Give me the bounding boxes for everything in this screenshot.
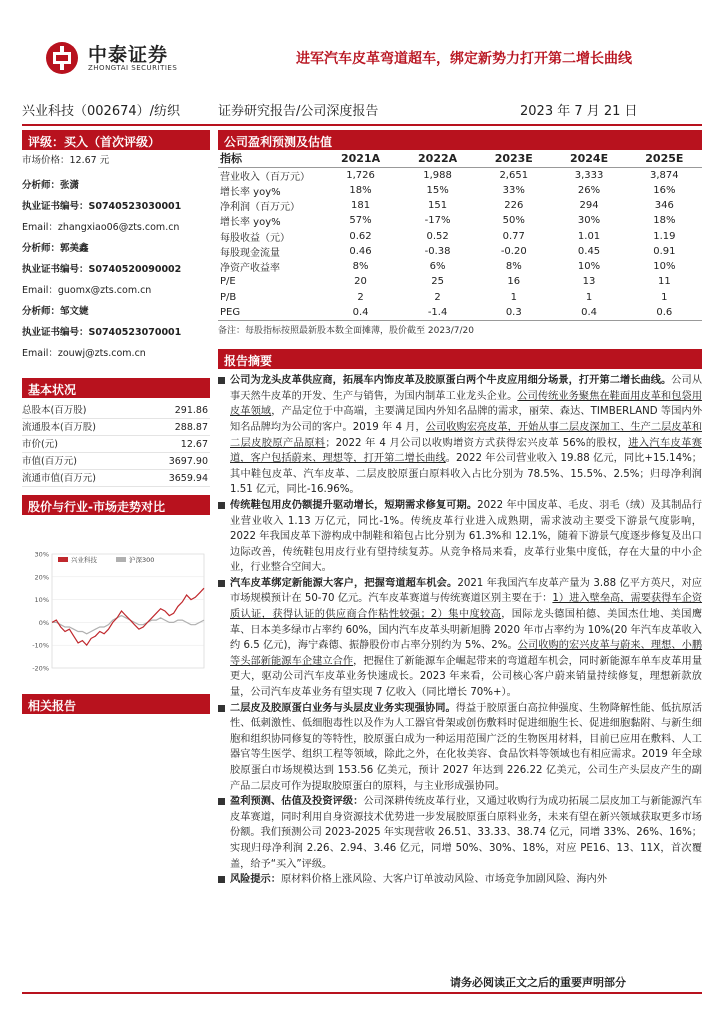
analyst-cert: 执业证书编号：S0740523030001 [22, 201, 182, 212]
y-tick-label: 20% [34, 573, 49, 582]
table-cell: 1 [661, 291, 668, 303]
table-header-row [218, 150, 702, 167]
table-cell: 151 [428, 199, 448, 211]
analyst-cert: 执业证书编号：S0740523070001 [22, 327, 182, 338]
footer-disclaimer: 请务必阅读正文之后的重要声明部分 [450, 976, 626, 989]
report-title: 进军汽车皮革弯道超车，绑定新势力打开第二增长曲线 [296, 51, 632, 67]
company-code: 兴业科技（002674）/纺织 [22, 104, 181, 119]
table-cell: 226 [504, 199, 524, 211]
table-cell: 2 [357, 291, 364, 303]
table-cell: 25 [431, 276, 444, 288]
analyst-cert: 执业证书编号：S0740520090002 [22, 264, 182, 275]
basic-row: 市值(百万元) 3697.90 [22, 453, 210, 470]
table-cell: 0.46 [349, 245, 372, 257]
header-divider [22, 124, 702, 126]
column-header: 2021A [322, 150, 399, 167]
table-cell: 1.19 [653, 230, 676, 242]
row-label: 每股现金流量 [220, 247, 280, 259]
table-cell: -1.4 [427, 307, 448, 319]
column-header: 2024E [551, 150, 626, 167]
table-row [218, 305, 702, 320]
table-cell: 1,988 [423, 169, 452, 181]
table-cell: 8% [352, 261, 369, 273]
analyst-name: 分析师：邹文婕 [22, 306, 89, 317]
forecast-header: 公司盈利预测及估值 [218, 130, 702, 150]
basic-row: 市价(元) 12.67 [22, 436, 210, 453]
table-cell: 57% [349, 215, 372, 227]
table-cell: 16 [507, 276, 521, 288]
table-cell: 20 [354, 276, 367, 288]
row-label: 每股收益（元） [220, 232, 290, 244]
summary-paragraph: 风险提示：原材料价格上涨风险、大客户订单波动风险、市场竞争加剧风险、海内外 [218, 872, 702, 888]
table-cell: 0.4 [352, 307, 369, 319]
table-row [218, 198, 702, 213]
row-label: 营业收入（百万元） [220, 171, 310, 183]
summary-header: 报告摘要 [218, 349, 702, 369]
legend-swatch [116, 557, 126, 562]
bullet-icon [218, 705, 225, 712]
table-note: 备注：每股指标按照最新股本数全面摊薄，股价截至 2023/7/20 [218, 320, 702, 335]
stock-trend-svg [22, 546, 210, 676]
table-cell: 0.52 [426, 230, 449, 242]
row-label: 净资产收益率 [220, 263, 280, 275]
y-tick-label: -10% [32, 641, 49, 650]
table-cell: -0.38 [424, 245, 451, 257]
table-cell: 1 [510, 291, 517, 303]
column-header: 2025E [627, 150, 702, 167]
basic-info-table [22, 402, 210, 487]
analyst-email[interactable]: Email：zhangxiao06@zts.com.cn [22, 222, 180, 233]
table-cell: 0.77 [502, 230, 525, 242]
table-row [218, 183, 702, 198]
analyst-name: 分析师：张潇 [22, 180, 80, 191]
chart-header: 股价与行业-市场走势对比 [22, 495, 210, 515]
bullet-icon [218, 876, 225, 883]
table-cell: 10% [577, 261, 601, 273]
summary-paragraph: 盈利预测、估值及投资评级：公司深耕传统皮革行业，又通过收购行为成功拓展二层皮加工与新能源汽车皮革赛道，同时利用自身资源技术优势进一步发展胶原蛋白原料业务，未来有望在新兴领域获取更多市场份额。我们预测公司 2023-2025 年实现营收 26.51、33.33、38.74 亿元，同增 33%、26%、16%；实现归母净利润 2.26、2.94、3.46 亿元，同增 50%、30%、18%，对应 PE16、13、11X，首次覆盖，给予“买入”评级。 [218, 794, 702, 872]
table-cell: 3,333 [574, 169, 604, 181]
table-cell: 2 [434, 291, 441, 303]
table-cell: 0.3 [505, 307, 522, 319]
table-row [218, 290, 702, 305]
column-header: 指标 [218, 150, 322, 167]
zhongtai-logo-icon [44, 40, 84, 76]
y-tick-label: 30% [34, 550, 49, 559]
summary-paragraph: 传统鞋包用皮仍额提升驱动增长，短期需求修复可期。2022 年中国皮革、毛皮、羽毛（绒）及其制品行业营业收入 1.13 万亿元，同比-1%。传统皮革行业进入成熟期，需求波动主要受下游景气度影响，2022 年我国皮革下游构成中制鞋和箱包占比分别为 61.3%和 12.1%，随着下游景气度逐步修复及出口边际改善，传统鞋包用皮行业有望持续复苏。从竞争格局来看，皮革行业集中度低，存在大量的中小企业，行业整合空间大。 [218, 498, 702, 576]
legend-swatch [58, 557, 68, 562]
table-row [218, 213, 702, 228]
table-row [218, 274, 702, 289]
table-cell: 18% [349, 184, 372, 196]
column-header: 2022A [399, 150, 476, 167]
forecast-table [218, 150, 702, 320]
table-cell: 0.6 [656, 307, 673, 319]
bullet-icon [218, 580, 225, 587]
table-cell: 3,874 [650, 169, 679, 181]
summary-paragraph: 公司为龙头皮革供应商，拓展车内饰皮革及胶原蛋白两个牛皮应用细分场景，打开第二增长曲线。公司从事天然牛皮革的开发、生产与销售，为国内制革工业龙头企业。公司传统业务聚焦在鞋面用皮革和包袋用皮革领域，产品定位于中高端，主要满足国内外知名品牌的需求，丽荣、森达、TIMBERLAND 等国内外知名品牌均为公司的客户。2019 年 4 月，公司收购宏亮皮革，开始从事二层皮深加工、生产二层皮革和二层皮胶原产品原料；2022 年 4 月公司以收购增资方式获得宏兴皮革 56%的股权，进入汽车皮革赛道，客户包括蔚来、理想等，打开第二增长曲线。2022 年公司营业收入 19.88 亿元，同比+15.14%；其中鞋包皮革、汽车皮革、二层皮胶原蛋白原料收入占比分别为 78.5%、15.5%、2.5%；归母净利润 1.51 亿元，同比-16.96%。 [218, 373, 702, 498]
analyst-email[interactable]: Email：zouwj@zts.com.cn [22, 348, 146, 359]
y-tick-label: 0% [38, 618, 49, 627]
sidebar [22, 130, 210, 515]
table-cell: 0.4 [581, 307, 597, 319]
table-row [218, 167, 702, 183]
table-cell: 10% [653, 261, 676, 273]
bullet-icon [218, 377, 225, 384]
row-label: P/B [220, 291, 237, 303]
footer-divider [22, 992, 702, 994]
plot-frame [52, 554, 204, 668]
related-reports-header: 相关报告 [22, 694, 210, 714]
table-cell: 18% [653, 215, 676, 227]
table-cell: 8% [505, 261, 522, 273]
basic-info-header: 基本状况 [22, 378, 210, 398]
table-row [218, 259, 702, 274]
table-row [218, 228, 702, 243]
table-cell: 0.62 [349, 230, 372, 242]
row-label: P/E [220, 276, 236, 288]
stock-trend-chart [22, 546, 210, 676]
summary-paragraph: 汽车皮革绑定新能源大客户，把握弯道超车机会。2021 年我国汽车皮革产量为 3.88 亿平方英尺，对应市场规模预计在 50-70 亿元。汽车皮革赛道与传统赛道区别主要在于：1）进入壁垒高，需要获得车企资质认证，获得认证的供应商合作粘性较强；2）集中度较高，国际龙头德国柏德、美国杰仕地、美国鹰革、日本美多绿市占率约 60%，国内汽车皮革头明新旭腾 2020 年市占率约为 10%(20 年汽车皮革收入约 6.5 亿元)，海宁森德、振静股份市占率分别约为 5%、2%。公司收购的宏兴皮革与蔚来、理想、小鹏等头部新能源车企建立合作，把握住了新能源车企崛起带来的弯道超车机会，同时新能源车单车皮革用量更大，驱动公司汽车皮革业务快速成长。2023 年来看，公司核心客户蔚来销量持续修复，理想新款放量，公司汽车皮革业务有望实现 7 亿收入（同比增长 70%+）。 [218, 576, 702, 701]
table-cell: -17% [424, 215, 451, 227]
summary-body [218, 373, 702, 888]
table-cell: 0.45 [577, 245, 601, 257]
table-cell: 0.91 [653, 245, 676, 257]
table-cell: 181 [350, 199, 371, 211]
table-cell: 26% [577, 184, 601, 196]
rating-box: 评级：买入（首次评级） [22, 130, 210, 150]
bullet-icon [218, 502, 225, 509]
basic-row: 总股本(百万股) 291.86 [22, 402, 210, 419]
row-label: 增长率 yoy% [220, 186, 281, 198]
table-cell: -0.20 [500, 245, 527, 257]
y-tick-label: -20% [32, 664, 49, 673]
row-label: 净利润（百万元） [220, 201, 300, 213]
table-cell: 2,651 [499, 169, 529, 181]
report-date: 2023 年 7 月 21 日 [520, 104, 638, 119]
table-cell: 11 [657, 276, 671, 288]
legend-label: 兴业科技 [71, 556, 97, 564]
table-cell: 1 [585, 291, 593, 303]
table-cell: 30% [577, 215, 601, 227]
row-label: PEG [220, 307, 241, 319]
table-row [218, 244, 702, 259]
analyst-block [22, 177, 210, 362]
legend-label: 沪深300 [129, 556, 155, 564]
report-type: 证券研究报告/公司深度报告 [218, 104, 379, 119]
main-content [218, 130, 702, 888]
analyst-name: 分析师：郭美鑫 [22, 243, 89, 254]
basic-row: 流通股本(百万股) 288.87 [22, 419, 210, 436]
table-cell: 13 [582, 276, 596, 288]
table-cell: 15% [426, 184, 449, 196]
table-cell: 50% [502, 215, 525, 227]
y-tick-label: 10% [34, 596, 49, 605]
column-header: 2023E [476, 150, 551, 167]
company-logo [44, 40, 184, 80]
analyst-email[interactable]: Email：guomx@zts.com.cn [22, 285, 152, 296]
table-cell: 33% [502, 184, 525, 196]
logo-en-text: ZHONGTAI SECURITIES [88, 64, 178, 72]
series-line [52, 588, 204, 645]
bullet-icon [218, 798, 225, 805]
row-label: 增长率 yoy% [220, 217, 281, 229]
table-cell: 1,726 [346, 169, 375, 181]
table-cell: 1.01 [577, 230, 601, 242]
table-cell: 6% [429, 261, 446, 273]
table-cell: 16% [653, 184, 676, 196]
summary-paragraph: 二层皮及胶原蛋白业务与头层皮业务实现强协同。得益于胶原蛋白高拉伸强度、生物降解性能、低抗原活性、低刺激性、低细胞毒性以及作为人工器官骨架或创伤敷料时促进细胞生长、促进细胞黏附、与新生细胞和组织协同修复的等特性，胶原蛋白成为一种运用范围广泛的生物医用材料，目前已应用在敷料、人工器官等生医学、组织工程等领域，除此之外，在化妆美容、食品饮料等领域也有相应需求。2019 年全球胶原蛋白市场规模达到 153.56 亿美元，预计 2027 年达到 226.22 亿美元，公司生产头层皮产生的副产品二层皮可作为提取胶原蛋白的原料，与主业形成强协同。 [218, 701, 702, 795]
market-price: 市场价格：12.67 元 [22, 155, 110, 166]
table-cell: 346 [654, 199, 674, 211]
logo-cn-text: 中泰证券 [88, 44, 169, 66]
table-cell: 294 [579, 199, 599, 211]
basic-row: 流通市值(百万元) 3659.94 [22, 470, 210, 487]
